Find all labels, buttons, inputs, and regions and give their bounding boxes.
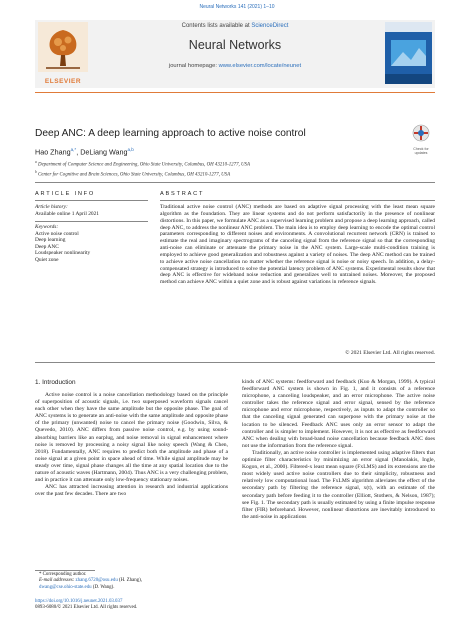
history-rule bbox=[35, 221, 148, 222]
affiliation-rule bbox=[35, 182, 435, 183]
paragraph: Active noise control is a noise cancellation methodology based on the principle of superposition of acoustic signals, i.e. two superposed waveform signals cancel each other when they have the same amplitude but the opposite phase. The goal of ANC systems is to generate an anti-noise with the same amplitude and opposite phase of the primary (unwanted) noise to cancel the primary noise (Goodwin, Silva, & Quevedo, 2010). ANC differs from passive noise control, e.g. by using sound-absorbing barriers like an earplug, and noise removal in signal enhancement where noise is removed by processing a noisy signal like noisy speech (Wang & Chen, 2018). Fundamentally, ANC requires to predict both the amplitude and phase of a noise signal at a given point in space ahead of time. While signal amplitude may be steady over time, signal phase changes all the time at any spatial location due to the nature of acoustic waves (Hartmann, 2004). Thus ANC is a very challenging problem, and in practice it can attenuate only low-frequency stationary noises. bbox=[35, 392, 228, 484]
affiliation-item bbox=[35, 169, 435, 179]
footnote bbox=[35, 572, 228, 591]
crossmark-badge[interactable] bbox=[408, 124, 434, 154]
author-name[interactable]: Hao Zhang bbox=[35, 147, 71, 157]
contents-prefix: Contents lists available at bbox=[181, 23, 252, 29]
email-prefix: E-mail addresses: bbox=[39, 578, 76, 584]
email-link[interactable]: dwang@cse.ohio-state.edu bbox=[39, 584, 92, 590]
issn-line: 0893-6080/© 2021 Elsevier Ltd. All rights reserved. bbox=[35, 605, 138, 611]
keywords-block bbox=[35, 224, 148, 264]
abstract-body: Traditional active noise control (ANC) methods are based on adaptive signal processing with the least mean square algorithm as the foundation. They are linear systems and do not perform satisfactorily in the presence of nonlinear distortions. In this paper, we formulate ANC as a supervised learning problem and propose a deep learning approach, called deep ANC, to address the nonlinear ANC problem. The main idea is to employ deep learning to encode the optimal control parameters corresponding to different noises and environments. A convolutional recurrent network (CRN) is trained to estimate the real and imaginary spectrograms of the canceling signal from the reference signal so that the corresponding anti-noise can eliminate or attenuate the primary noise in the ANC system. Large-scale multi-condition training is employed to achieve good generalization and robustness against a variety of noises. The deep ANC method can be trained to achieve active noise cancellation no matter whether the reference signal is noise or noisy speech. In addition, a delay-compensated strategy is introduced to solve the potential latency problem of ANC systems. Experimental results show that deep ANC is effective for wideband noise reduction and generalizes well to untrained noises. Moreover, the proposed method can achieve ANC within a quiet zone and is robust against variations in reference signals. bbox=[160, 204, 435, 286]
abstract-end-rule bbox=[35, 362, 435, 363]
email-owner: (D. Wang). bbox=[91, 584, 115, 590]
article-info-heading: ARTICLE INFO bbox=[35, 191, 96, 197]
header-rule bbox=[35, 92, 435, 93]
paper-title: Deep ANC: A deep learning approach to active noise control bbox=[35, 128, 306, 139]
keyword-item: Deep learning bbox=[35, 237, 66, 244]
running-head[interactable]: Neural Networks 141 (2021) 1–10 bbox=[199, 4, 275, 10]
keyword-item: Deep ANC bbox=[35, 243, 59, 250]
homepage-link[interactable]: www.elsevier.com/locate/neunet bbox=[218, 63, 302, 69]
doi-block bbox=[35, 599, 295, 612]
affiliations bbox=[35, 159, 435, 180]
journal-banner bbox=[35, 20, 435, 88]
affiliation-sup: a bbox=[35, 160, 37, 164]
author-sup[interactable]: a,b bbox=[127, 147, 134, 152]
keyword-item: Quiet zone bbox=[35, 256, 59, 263]
keyword-item: Loudspeaker nonlinearity bbox=[35, 250, 91, 257]
publisher-name: ELSEVIER bbox=[44, 78, 82, 85]
doi-link[interactable]: https://doi.org/10.1016/j.neunet.2021.03.037 bbox=[35, 599, 123, 604]
keywords-label: Keywords: bbox=[35, 224, 59, 230]
paragraph: Traditionally, an active noise controller is implemented using adaptive filters that optimize filter characteristics by minimizing an error signal (Manolakis, Ingle, Kogon, et al., 2000). Filtered-x least mean square (FxLMS) and its extensions are the most widely used active noise controllers due to their simplicity, robustness and relatively low computational load. The FxLMS algorithm alleviates the effect of the secondary path by filtering the reference signal, x(t), with an estimate of the secondary path before feeding it to the controller (Elliott, Stothers, & Nelson, 1987); see Fig. 1. The secondary path is usually estimated by using a finite impulse response filter (FIR) beforehand. However, nonlinear distortions are inevitably introduced to the anti-noise in applications bbox=[242, 449, 435, 520]
email-owner: (H. Zhang), bbox=[117, 578, 142, 584]
footnote-rule bbox=[35, 570, 95, 571]
section-heading: 1. Introduction bbox=[35, 379, 76, 386]
affiliation-text: Center for Cognitive and Brain Sciences, Ohio State University, Columbus, OH 43210-1277, USA bbox=[38, 173, 231, 179]
article-history bbox=[35, 204, 148, 217]
author-separator: , bbox=[76, 147, 81, 157]
affiliation-item bbox=[35, 159, 435, 169]
email-line bbox=[35, 585, 228, 591]
crossmark-label: Check for updates bbox=[413, 147, 429, 155]
abstract-heading: ABSTRACT bbox=[160, 191, 205, 197]
article-info-rule bbox=[35, 200, 148, 201]
keyword-item: Active noise control bbox=[35, 230, 79, 237]
history-label: Article history: bbox=[35, 204, 68, 210]
abstract-rule bbox=[160, 200, 435, 201]
author-list bbox=[35, 147, 335, 156]
history-value: Available online 1 April 2021 bbox=[35, 210, 99, 217]
corresponding-author-note: * Corresponding author. bbox=[39, 572, 87, 577]
sciencedirect-link[interactable]: ScienceDirect bbox=[251, 23, 289, 29]
email-link[interactable]: zhang.6720@osu.edu bbox=[75, 578, 118, 584]
journal-name: Neural Networks bbox=[188, 38, 282, 52]
abstract-copyright: © 2021 Elsevier Ltd. All rights reserved. bbox=[345, 350, 435, 356]
paragraph: ANC has attracted increasing attention in research and industrial applications over the past few decades. There are two bbox=[35, 484, 228, 498]
crossmark-icon bbox=[412, 124, 430, 142]
affiliation-sup: b bbox=[35, 170, 37, 175]
journal-cover bbox=[385, 22, 432, 84]
intro-left-column bbox=[35, 392, 228, 498]
author-name[interactable]: DeLiang Wang bbox=[80, 147, 128, 157]
homepage-prefix: journal homepage: bbox=[168, 63, 219, 69]
cover-graphic-icon bbox=[385, 22, 432, 84]
intro-right-column bbox=[242, 379, 435, 521]
elsevier-logo bbox=[38, 22, 88, 85]
contents-line bbox=[90, 23, 380, 29]
homepage-line bbox=[90, 63, 380, 69]
elsevier-tree-icon bbox=[38, 22, 88, 72]
affiliation-text: Department of Computer Science and Engineering, Ohio State University, Columbus, OH 43210-1277, USA bbox=[38, 162, 250, 168]
paragraph: kinds of ANC systems: feedforward and feedback (Kuo & Morgan, 1999). A typical feedforward ANC system is shown in Fig. 1, and it consists of a reference microphone, a canceling loudspeaker, and an error microphone. The active noise controller takes the reference signal and error signal, sensed by the reference microphone and error microphone, respectively, as inputs to adapt the controller so that the canceling signal generated can superpose with the primary noise at the location to be silenced. Feedback ANC uses only an error sensor to adapt the controller and is simpler to implement. However, it is not as effective as feedforward ANC when dealing with broad-band noise cancellation because feedback ANC does not use the information from the reference signal. bbox=[242, 379, 435, 449]
author-sup[interactable]: a,* bbox=[70, 147, 77, 152]
